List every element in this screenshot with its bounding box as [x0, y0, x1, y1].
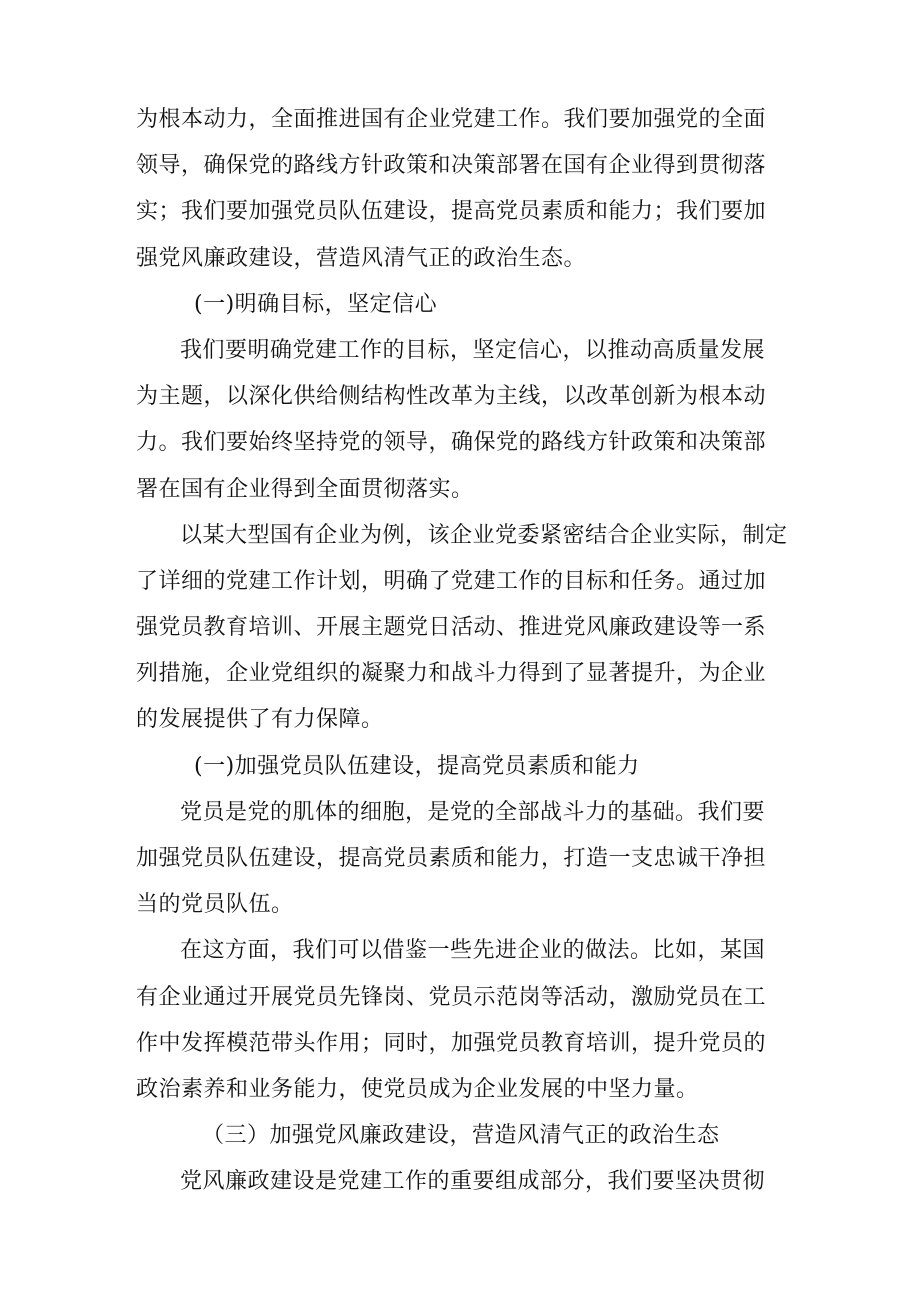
paragraph-first-line: 以某大型国有企业为例，该企业党委紧密结合企业实际，制定 — [180, 522, 788, 548]
body-line: 了详细的党建工作计划，明确了党建工作的目标和任务。通过加 — [136, 568, 767, 594]
section-heading: (一)明确目标，坚定信心 — [194, 291, 438, 317]
paragraph-first-line: 党员是党的肌体的细胞，是党的全部战斗力的基础。我们要 — [180, 799, 766, 825]
body-line: 有企业通过开展党员先锋岗、党员示范岗等活动，激励党员在工 — [136, 984, 767, 1010]
body-line: 政治素养和业务能力，使党员成为企业发展的中坚力量。 — [136, 1076, 699, 1102]
body-line: 强党员教育培训、开展主题党日活动、推进党风廉政建设等一系 — [136, 615, 767, 641]
body-line: 加强党员队伍建设，提高党员素质和能力，打造一支忠诚干净担 — [136, 846, 767, 871]
document-body — [136, 97, 788, 1206]
body-line: 力。我们要始终坚持党的领导，确保党的路线方针政策和决策部 — [136, 430, 767, 456]
body-line: 强党风廉政建设，营造风清气正的政治生态。 — [136, 245, 587, 271]
paragraph-first-line: 党风廉政建设是党建工作的重要组成部分，我们要坚决贯彻 — [180, 1169, 766, 1195]
body-line: 当的党员队伍。 — [136, 892, 294, 918]
body-line: 为根本动力，全面推进国有企业党建工作。我们要加强党的全面 — [136, 107, 767, 132]
body-line: 的发展提供了有力保障。 — [136, 707, 384, 733]
body-line: 署在国有企业得到全面贯彻落实。 — [136, 476, 474, 502]
body-line: 作中发挥模范带头作用；同时，加强党员教育培训，提升党员的 — [136, 1030, 767, 1056]
paragraph-first-line: 在这方面，我们可以借鉴一些先进企业的做法。比如，某国 — [180, 938, 766, 964]
section-heading: （三）加强党风廉政建设，营造风清气正的政治生态 — [202, 1123, 720, 1149]
paragraph-first-line: 我们要明确党建工作的目标，坚定信心，以推动高质量发展 — [180, 337, 766, 363]
body-line: 领导，确保党的路线方针政策和决策部署在国有企业得到贯彻落 — [136, 153, 767, 179]
body-line: 为主题，以深化供给侧结构性改革为主线，以改革创新为根本动 — [136, 384, 767, 410]
body-line: 实；我们要加强党员队伍建设，提高党员素质和能力；我们要加 — [136, 199, 767, 225]
section-heading: (一)加强党员队伍建设，提高党员素质和能力 — [194, 753, 640, 779]
body-line: 列措施，企业党组织的凝聚力和战斗力得到了显著提升，为企业 — [136, 661, 767, 687]
